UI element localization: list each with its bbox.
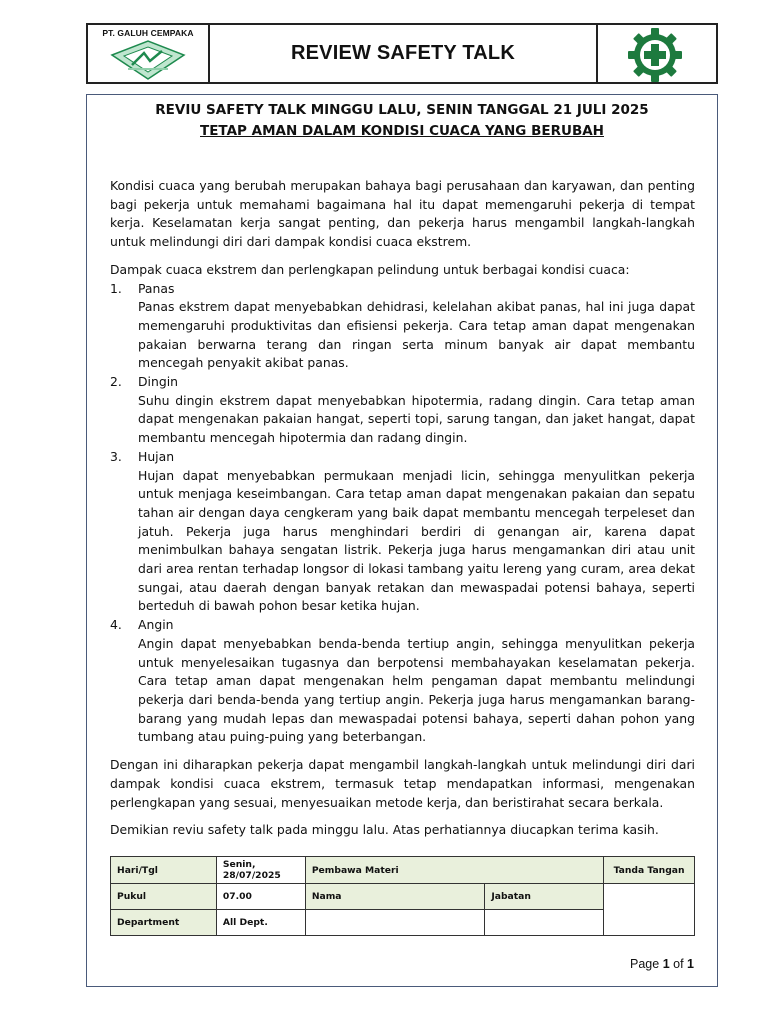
page-of: of <box>673 957 684 971</box>
list-item-dingin <box>110 373 695 448</box>
list-item-description: Angin dapat menyebabkan benda-benda tertiup angin, sehingga menyulitkan pekerja untuk menyelesaikan tugasnya dan berpotensi membahayakan keselamatan pekerja. Cara tetap aman dapat mengenakan helm pengaman dapat membantu melindungi pekerja dari benda-benda yang tertiup angin. Pekerja juga harus mengamankan barang-barang yang mudah lepas dan mewaspadai potensi bahaya, seperti dahan pohon yang tumbang atau puing-puing yang beterbangan. <box>138 635 695 745</box>
list-number: 2. <box>110 374 122 390</box>
signature-field[interactable] <box>604 884 695 936</box>
company-name: PT. GALUH CEMPAKA <box>102 28 194 38</box>
nama-label: Nama <box>305 884 485 910</box>
pembawa-label: Pembawa Materi <box>305 857 603 884</box>
table-row <box>111 884 695 910</box>
list-item-angin <box>110 616 695 747</box>
department-value: All Dept. <box>216 910 305 936</box>
hari-value-date: 28/07/2025 <box>222 870 281 881</box>
k3-logo-cell <box>598 25 716 82</box>
page-current: 1 <box>662 957 670 971</box>
jabatan-field[interactable] <box>485 910 604 936</box>
department-label: Department <box>111 910 217 936</box>
hari-label: Hari/Tgl <box>111 857 217 884</box>
k3-safety-gear-icon <box>627 27 683 83</box>
list-item-description: Suhu dingin ekstrem dapat menyebabkan hipotermia, radang dingin. Cara tetap aman dapat mengenakan pakaian hangat, seperti topi, sarung tangan, dan jaket hangat, dapat membantu mencegah hipotermia dan radang dingin. <box>138 392 695 446</box>
intro-paragraph: Kondisi cuaca yang berubah merupakan bahaya bagi perusahaan dan karyawan, dan penting bagi pekerja untuk memahami bagaimana hal itu dapat memengaruhi pekerja di tempat kerja. Keselamatan kerja sangat penting, dan pekerja harus mengambil langkah-langkah untuk melindungi diri dari dampak kondisi cuaca ekstrem. <box>110 178 695 250</box>
document-header <box>86 23 718 84</box>
table-row <box>111 857 695 884</box>
list-item-hujan <box>110 448 695 616</box>
closing-paragraph: Demikian reviu safety talk pada minggu lalu. Atas perhatiannya diucapkan terima kasih. <box>110 822 659 838</box>
list-intro: Dampak cuaca ekstrem dan perlengkapan pelindung untuk berbagai kondisi cuaca: <box>110 261 630 277</box>
list-item-panas <box>110 280 695 374</box>
list-item-heading: Angin <box>138 617 174 633</box>
list-item-heading: Dingin <box>138 374 178 390</box>
nama-field[interactable] <box>305 910 485 936</box>
list-item-description: Hujan dapat menyebabkan permukaan menjadi licin, sehingga menyulitkan pekerja untuk menjaga keseimbangan. Cara tetap aman dapat mengenakan pakaian dan sepatu tahan air dengan daya cengkeram yang baik dapat membantu mencegah terpeleset dan jatuh. Pekerja juga harus menghindari berdiri di genangan air, karena dapat menimbulkan bahaya sengatan listrik. Pekerja juga harus mengamankan diri atau unit dari area rentan terhadap longsor di lokasi tambang yaitu lereng yang curam, area dekat sungai, atau daerah dengan banyak retakan dan mewaspadai potensi bahaya, seperti berteduh di bawah pohon besar ketika hujan. <box>138 467 695 614</box>
hari-value <box>216 857 305 884</box>
document-title: REVIU SAFETY TALK MINGGU LALU, SENIN TANGGAL 21 JULI 2025 <box>155 102 649 118</box>
company-logo-cell <box>88 25 210 82</box>
list-number: 3. <box>110 448 122 464</box>
list-item-heading: Hujan <box>138 448 175 464</box>
pukul-value: 07.00 <box>216 884 305 910</box>
document-subtitle: TETAP AMAN DALAM KONDISI CUACA YANG BERUBAH <box>200 123 604 139</box>
page-number <box>630 957 694 971</box>
tanda-tangan-label: Tanda Tangan <box>604 857 695 884</box>
conclusion-paragraph: Dengan ini diharapkan pekerja dapat mengambil langkah-langkah untuk melindungi diri dari dampak kondisi cuaca ekstrem, termasuk tetap mendapatkan informasi, mengenakan perlengkapan yang sesuai, menyesuaikan metode kerja, dan beristirahat secara berkala. <box>110 757 695 810</box>
signature-table <box>110 856 695 936</box>
page-prefix: Page <box>630 957 660 971</box>
list-item-description: Panas ekstrem dapat menyebabkan dehidrasi, kelelahan akibat panas, hal ini juga dapat memengaruhi produktivitas dan efisiensi pekerja. Cara tetap aman dapat mengenakan pakaian berwarna terang dan ringan serta minum banyak air dapat membantu mencegah penyakit akibat panas. <box>138 299 695 371</box>
jabatan-label: Jabatan <box>485 884 604 910</box>
company-logo-icon <box>110 39 186 83</box>
pukul-label: Pukul <box>111 884 217 910</box>
list-number: 1. <box>110 280 122 296</box>
document-body <box>110 177 695 840</box>
page-total: 1 <box>687 957 694 971</box>
header-title: REVIEW SAFETY TALK <box>210 25 598 82</box>
list-number: 4. <box>110 617 122 633</box>
hari-value-day: Senin, <box>222 859 256 870</box>
list-item-heading: Panas <box>138 280 175 296</box>
